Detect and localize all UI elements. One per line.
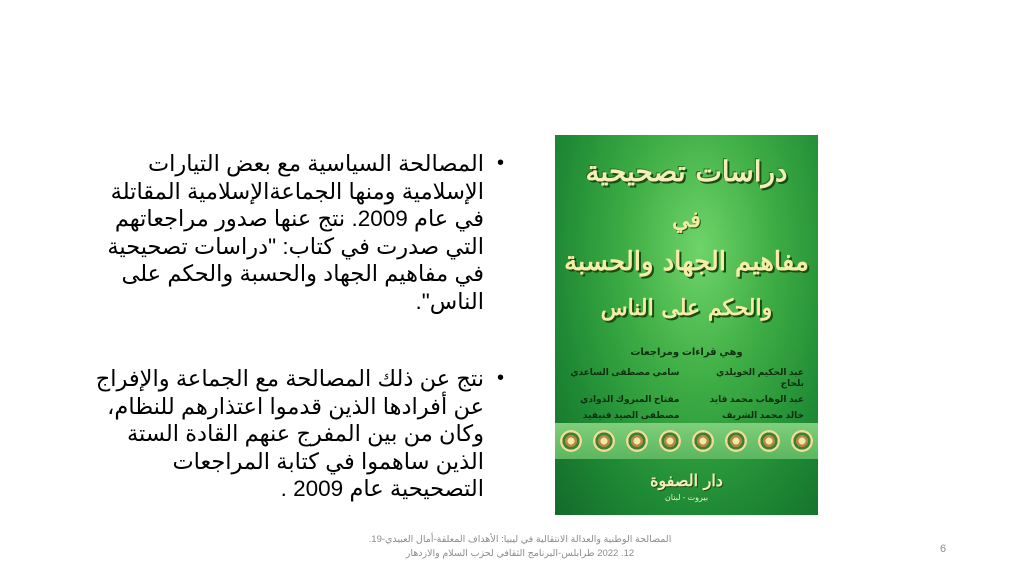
book-author: خالد محمد الشريف xyxy=(721,410,804,420)
book-publisher: دار الصفوة xyxy=(650,471,723,490)
ornament-band xyxy=(555,423,818,459)
ornament-icon xyxy=(626,430,648,452)
bullet-text: نتج عن ذلك المصالحة مع الجماعة والإفراج عن أفرادها الذين قدموا اعتذارهم للنظام، وكان من بين المفرج عنهم القادة الستة الذين ساهموا في كتابة المراجعات التصحيحية عام 2009 . xyxy=(95,366,484,501)
bullet-item xyxy=(95,365,510,503)
book-publisher-city: بيروت - لبنان xyxy=(664,493,709,502)
ornament-icon xyxy=(593,430,615,452)
bullet-marker: • xyxy=(496,152,504,174)
slide-footer xyxy=(355,533,685,561)
book-title: دراسات تصحيحية xyxy=(585,155,788,188)
book-cover-image xyxy=(555,135,818,515)
book-author: مفتاح المبروك الذوادي xyxy=(580,394,680,404)
bullet-marker: • xyxy=(496,367,504,389)
book-author: عبد الوهاب محمد قايد xyxy=(709,394,804,404)
book-subtitle-line1: مفاهيم الجهاد والحسبة xyxy=(564,247,809,277)
ornament-icon xyxy=(560,430,582,452)
bullet-text: المصالحة السياسية مع بعض التيارات الإسلامية ومنها الجماعةالإسلامية المقاتلة في عام 2009. نتج عنها صدور مراجعاتهم التي صدرت في كتاب: "دراسات تصحيحية في مفاهيم الجهاد والحسبة والحكم على الناس". xyxy=(107,151,484,314)
bullet-item xyxy=(95,150,510,315)
ornament-icon xyxy=(659,430,681,452)
page-number: 6 xyxy=(940,543,947,555)
book-author: عبد الحكيم الخويلدي بلحاج xyxy=(715,367,804,388)
bullet-list xyxy=(95,150,510,503)
footer-line: المصالحة الوطنية والعدالة الانتقالية في ليبيا: الأهداف المعلقة-أمال العبيدي-19. xyxy=(368,534,672,545)
ornament-icon xyxy=(692,430,714,452)
book-author: سامي مصطفى الساعدي xyxy=(570,367,680,377)
book-subtitle-line2: والحكم على الناس xyxy=(600,295,773,321)
ornament-icon xyxy=(758,430,780,452)
book-review-note: وهي قراءات ومراجعات xyxy=(630,347,743,358)
footer-line: 12. 2022 طرابلس-البرنامج الثقافي لحزب السلام والازدهار xyxy=(405,548,635,559)
ornament-icon xyxy=(791,430,813,452)
book-author: مصطفى الصيد قنيفيد xyxy=(582,410,680,420)
book-authors xyxy=(569,367,804,421)
book-title-preposition: في xyxy=(672,207,701,233)
ornament-icon xyxy=(725,430,747,452)
